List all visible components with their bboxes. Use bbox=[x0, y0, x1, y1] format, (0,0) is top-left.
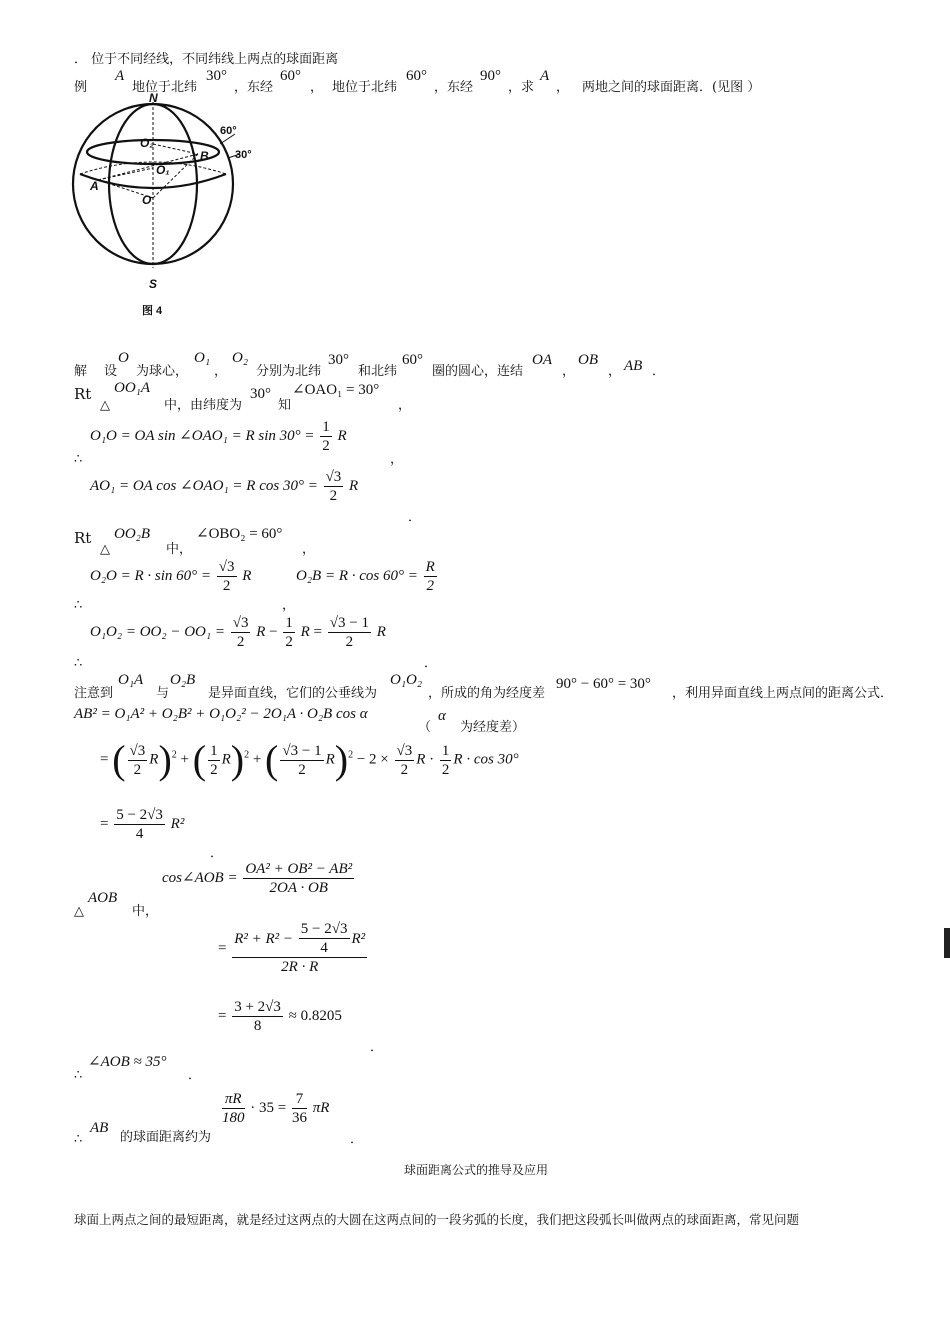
numerator: πR bbox=[222, 1090, 245, 1109]
fraction bbox=[128, 742, 148, 779]
therefore-symbol: ∴ bbox=[74, 656, 83, 671]
math: = bbox=[313, 623, 322, 640]
text: ， bbox=[302, 542, 316, 557]
text: ， bbox=[562, 364, 576, 379]
text: ， bbox=[556, 80, 570, 95]
example-label: 例 bbox=[74, 80, 88, 95]
text: （ bbox=[418, 720, 432, 735]
numerator: 1 bbox=[441, 742, 450, 759]
text: ． bbox=[210, 846, 224, 861]
latitude: 30° bbox=[206, 68, 227, 84]
math: + bbox=[252, 751, 262, 768]
math: = bbox=[218, 1007, 227, 1024]
numerator: √3 bbox=[325, 469, 342, 485]
numerator: R bbox=[425, 559, 435, 575]
math: R bbox=[349, 477, 359, 494]
math: O₁O₂ bbox=[390, 672, 423, 688]
denominator: 4 bbox=[320, 940, 328, 956]
math: O₁ bbox=[194, 350, 211, 366]
denominator: 2 bbox=[441, 761, 450, 778]
text: 注意到 bbox=[74, 686, 114, 701]
text: 为经度差） bbox=[460, 720, 526, 735]
math: ≈ 0.8205 bbox=[288, 1007, 342, 1024]
latitude-circle-30-front bbox=[80, 174, 226, 188]
numerator bbox=[232, 922, 367, 958]
cosine-calculation bbox=[218, 922, 369, 976]
fraction bbox=[440, 742, 452, 779]
math: O₂B bbox=[170, 672, 196, 688]
math: R² bbox=[170, 815, 185, 832]
math: R bbox=[337, 427, 347, 444]
numerator: √3 − 1 bbox=[329, 615, 369, 631]
fraction bbox=[208, 742, 220, 779]
text: 中， bbox=[166, 542, 193, 557]
point-a: A bbox=[115, 68, 125, 84]
math: O₂ bbox=[232, 350, 249, 366]
therefore-symbol: ∴ bbox=[74, 452, 83, 467]
denominator: 2 bbox=[400, 761, 409, 778]
text: ． bbox=[652, 364, 666, 379]
math: AOB bbox=[88, 890, 118, 906]
numerator: √3 bbox=[232, 615, 249, 631]
text: 是异面直线，它们的公垂线为 bbox=[208, 686, 378, 701]
math: OO₂B bbox=[114, 526, 151, 542]
text: Rt bbox=[74, 385, 92, 403]
math: R · cos 30° bbox=[453, 751, 519, 768]
expansion-line: = ( $\frac{√3}{2}$ R)$^2$ + ( $\frac{1}{2}$ R)$^2$ + ( $\frac{√3 - 1}{2}$ R)$^2$ − 2 × $\frac{√3}{2}$ R · $\frac{1}{2}$ R · cos 30° bbox=[100, 737, 519, 782]
text: 知 bbox=[278, 398, 292, 413]
text: ． bbox=[408, 510, 422, 525]
therefore-symbol: ∴ bbox=[74, 1132, 83, 1147]
fraction bbox=[222, 1090, 245, 1127]
inner-fraction bbox=[299, 920, 350, 957]
math: 90° − 60° = 30° bbox=[556, 676, 651, 692]
denominator: 2OA · OB bbox=[269, 880, 328, 896]
text: 圈的圆心，连结 bbox=[432, 364, 524, 379]
math: O₁A bbox=[118, 672, 144, 688]
equation-o1o2 bbox=[90, 614, 386, 651]
text: △ bbox=[74, 904, 84, 919]
math: πR bbox=[312, 1099, 330, 1116]
equation-o2o bbox=[90, 558, 251, 595]
text: ，所成的角为经度差 bbox=[428, 686, 546, 701]
intro-paragraph: 球面上两点之间的最短距离，就是经过这两点的大圆在这两点间的一段劣弧的长度，我们把这段弧长叫做两点的球面距离，常见问题 bbox=[74, 1212, 800, 1227]
math: R bbox=[256, 623, 266, 640]
figure-caption: 图 4 bbox=[142, 305, 163, 317]
denominator: 36 bbox=[291, 1110, 307, 1126]
math: OO₁A bbox=[114, 380, 151, 396]
math: R² + R² − bbox=[234, 930, 294, 947]
text: 设 bbox=[104, 364, 118, 379]
label-n: N bbox=[149, 92, 158, 105]
text: ，东经 bbox=[434, 80, 474, 95]
text: 的球面距离约为 bbox=[120, 1130, 212, 1145]
text: 中，由纬度为 bbox=[164, 398, 243, 413]
math: 60° bbox=[402, 352, 423, 368]
longitude: 60° bbox=[280, 68, 301, 84]
fraction bbox=[232, 922, 367, 976]
text: ， bbox=[310, 80, 324, 95]
exponent: 2 bbox=[244, 749, 250, 761]
numerator: 1 bbox=[322, 419, 330, 435]
denominator: 2 bbox=[222, 578, 231, 594]
fraction bbox=[283, 614, 295, 651]
text: 和北纬 bbox=[358, 364, 398, 379]
math: + bbox=[180, 751, 189, 768]
fraction bbox=[243, 860, 354, 897]
denominator: 8 bbox=[253, 1018, 262, 1034]
fraction bbox=[395, 742, 415, 779]
denominator: 2 bbox=[426, 578, 434, 594]
denominator: 180 bbox=[222, 1110, 245, 1126]
equation-o1o bbox=[90, 418, 347, 455]
denominator: 2 bbox=[345, 634, 354, 650]
math: R bbox=[325, 751, 335, 768]
text: ，利用异面直线上两点间的距离公式． bbox=[672, 686, 894, 701]
math: O₁O = OA sin ∠OAO₁ = R sin 30° = bbox=[90, 427, 315, 444]
text: △ bbox=[100, 398, 110, 413]
math: = bbox=[100, 751, 109, 768]
numerator: 1 bbox=[285, 615, 293, 631]
section-title: 球面距离公式的推导及应用 bbox=[404, 1163, 549, 1177]
label-o2: O₂ bbox=[140, 136, 154, 150]
text: 中， bbox=[132, 904, 159, 919]
math: cos∠AOB = bbox=[162, 869, 238, 886]
math: O₂O = R · sin 60° = bbox=[90, 567, 212, 584]
denominator: 2 bbox=[329, 488, 338, 504]
math: ∠AOB ≈ 35° bbox=[88, 1054, 167, 1070]
math: − bbox=[269, 623, 278, 640]
math: AB bbox=[624, 358, 643, 374]
label-a: A bbox=[90, 179, 99, 193]
equation-o2b bbox=[296, 558, 439, 595]
text: 地位于北纬 bbox=[332, 80, 398, 95]
cosine-result bbox=[218, 998, 342, 1035]
fraction bbox=[292, 1090, 307, 1127]
ab-squared-result bbox=[100, 806, 184, 843]
text: Rt bbox=[74, 529, 92, 547]
math: = bbox=[100, 815, 109, 832]
latitude: 60° bbox=[406, 68, 427, 84]
text: ． bbox=[188, 1068, 202, 1083]
label-b: B bbox=[200, 149, 209, 163]
numerator: OA² + OB² − AB² bbox=[245, 861, 353, 877]
math: ∠OBO₂ = 60° bbox=[196, 526, 283, 542]
exponent: 2 bbox=[348, 749, 354, 761]
label-o: O bbox=[142, 193, 152, 207]
denominator: 2 bbox=[285, 634, 293, 650]
denominator: 2 bbox=[322, 438, 330, 454]
segment-ab bbox=[98, 154, 198, 180]
fraction bbox=[320, 418, 332, 455]
therefore-symbol: ∴ bbox=[74, 1068, 83, 1083]
math: R² bbox=[351, 930, 366, 947]
text: ，求 bbox=[508, 80, 535, 95]
arc-length-expression bbox=[220, 1090, 329, 1127]
math: AO₁ = OA cos ∠OAO₁ = R cos 30° = bbox=[90, 477, 318, 494]
label-s: S bbox=[149, 277, 158, 291]
numerator: 5 − 2√3 bbox=[300, 921, 348, 937]
denominator: 2 bbox=[236, 634, 245, 650]
text: ， bbox=[398, 398, 412, 413]
denominator: 2 bbox=[298, 761, 306, 778]
fraction bbox=[217, 558, 237, 595]
label-o1: O₁ bbox=[156, 163, 170, 177]
text: ， bbox=[608, 364, 622, 379]
fraction bbox=[231, 614, 251, 651]
math: = bbox=[218, 940, 227, 957]
longitude: 90° bbox=[480, 68, 501, 84]
label-30deg: 30° bbox=[235, 149, 252, 161]
math: R bbox=[416, 751, 426, 768]
text: 解 bbox=[74, 364, 88, 379]
section-heading: ． 位于不同经线，不同纬线上两点的球面距离 bbox=[74, 52, 339, 67]
fraction bbox=[424, 558, 437, 595]
denominator: 2R · R bbox=[281, 959, 319, 975]
text: 与 bbox=[156, 686, 170, 701]
sphere-figure bbox=[70, 92, 270, 322]
text: 为球心， bbox=[136, 364, 189, 379]
math: O₂B = R · cos 60° = bbox=[296, 567, 418, 584]
math: O bbox=[118, 350, 129, 366]
math: 30° bbox=[328, 352, 349, 368]
text: ， bbox=[214, 364, 228, 379]
text: ， bbox=[282, 598, 296, 613]
numerator: 7 bbox=[292, 1090, 307, 1109]
math: 30° bbox=[250, 386, 271, 402]
text: 分别为北纬 bbox=[256, 364, 322, 379]
text: 地位于北纬 bbox=[132, 80, 198, 95]
exponent: 2 bbox=[171, 749, 177, 761]
denominator: 4 bbox=[135, 826, 144, 842]
math: − 2 × bbox=[356, 751, 389, 768]
segment-ao1 bbox=[98, 168, 153, 180]
text: 两地之间的球面距离．(见图 ） bbox=[582, 80, 761, 95]
fraction bbox=[328, 614, 371, 651]
text: ． bbox=[424, 656, 438, 671]
fraction bbox=[324, 468, 344, 505]
numerator: √3 bbox=[218, 559, 235, 575]
numerator: √3 bbox=[396, 742, 413, 759]
numerator: √3 − 1 bbox=[282, 742, 322, 759]
math: R bbox=[242, 567, 252, 584]
math: ∠OAO₁ = 30° bbox=[292, 382, 380, 398]
denominator: 2 bbox=[210, 761, 218, 778]
math: R bbox=[300, 623, 310, 640]
therefore-symbol: ∴ bbox=[74, 598, 83, 613]
numerator: 5 − 2√3 bbox=[116, 807, 163, 823]
math: OB bbox=[578, 352, 598, 368]
page-edge-mark bbox=[944, 928, 950, 958]
denominator: 2 bbox=[133, 761, 142, 778]
math: · 35 = bbox=[250, 1099, 287, 1116]
math: α bbox=[438, 708, 446, 724]
text: △ bbox=[100, 542, 110, 557]
math: R bbox=[221, 751, 231, 768]
math: R bbox=[149, 751, 159, 768]
label-60deg: 60° bbox=[220, 125, 237, 137]
numerator: √3 bbox=[129, 742, 146, 759]
cosine-formula bbox=[162, 860, 356, 897]
math: OA bbox=[532, 352, 552, 368]
text: ． bbox=[350, 1132, 364, 1147]
fraction bbox=[114, 806, 165, 843]
text: ， bbox=[390, 452, 404, 467]
distance-formula: AB² = O₁A² + O₂B² + O₁O₂² − 2O₁A · O₂B cos α bbox=[74, 706, 368, 722]
equation-ao1 bbox=[90, 468, 358, 505]
point-a: A bbox=[540, 68, 550, 84]
fraction bbox=[280, 742, 323, 779]
fraction bbox=[232, 998, 283, 1035]
text: ． bbox=[370, 1040, 384, 1055]
math: O₁O₂ = OO₂ − OO₁ = bbox=[90, 623, 225, 640]
text: ，东经 bbox=[234, 80, 274, 95]
math: AB bbox=[90, 1120, 109, 1136]
numerator: 1 bbox=[210, 742, 218, 759]
numerator: 3 + 2√3 bbox=[234, 999, 281, 1015]
math: R bbox=[376, 623, 386, 640]
